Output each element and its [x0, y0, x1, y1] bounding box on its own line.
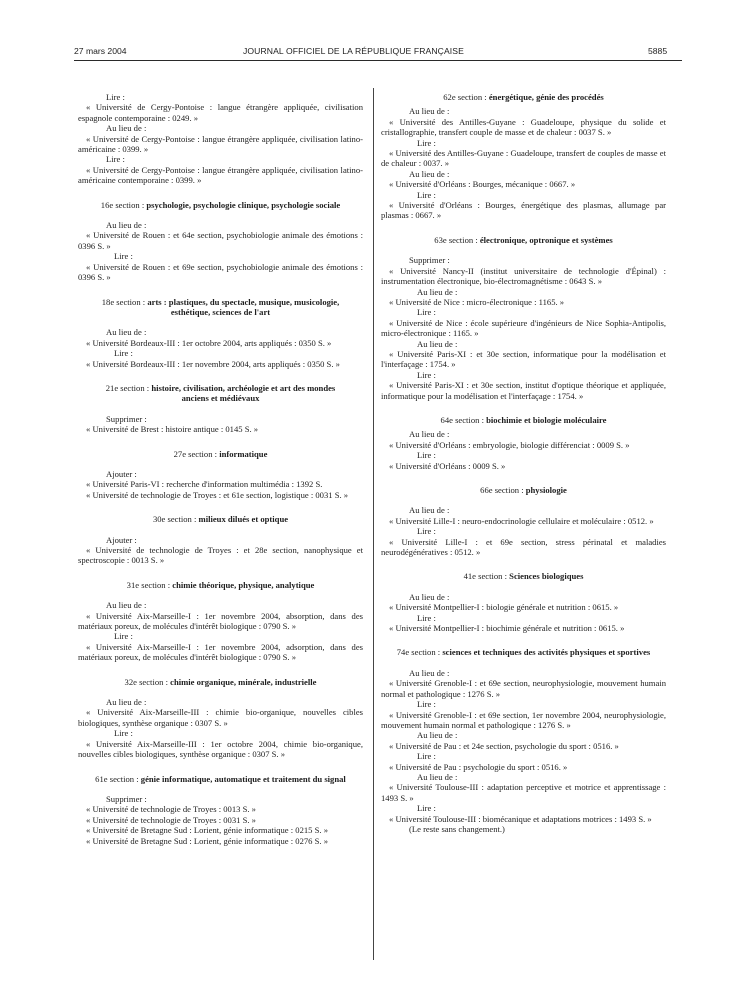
entry: « Université Lille-I : et 69e section, stress périnatal et maladies neurodégénératives : 0512. »: [381, 536, 666, 558]
section-number: 30e section :: [152, 514, 197, 525]
section-number: 16e section :: [100, 199, 145, 210]
entry: « Université de Pau : psychologie du sport : 0516. »: [389, 761, 568, 772]
entry: « Université Paris-XI : et 30e section, institut d'optique théorique et appliquée, informatique pour la modélisation et l'interfaçage : 1754. »: [381, 380, 666, 401]
section-heading: [78, 297, 363, 318]
keyword: Au lieu de :: [409, 505, 450, 516]
closing-note: (Le reste sans changement.): [409, 823, 505, 834]
keyword: Au lieu de :: [106, 697, 147, 708]
section-number: 74e section :: [396, 647, 441, 658]
keyword: Lire :: [106, 154, 125, 165]
keyword: Lire :: [417, 189, 436, 200]
section-heading: [381, 92, 666, 102]
entry: « Université Nancy-II (institut universitaire de technologie d'Épinal) : instrumentation électronique, bio-électromagnétisme : 0643 S. »: [381, 265, 666, 287]
keyword: Lire :: [114, 251, 133, 262]
entry: « Université de Brest : histoire antique : 0145 S. »: [86, 424, 259, 435]
entry: « Université de Pau : et 24e section, psychologie du sport : 0516. »: [389, 740, 619, 751]
keyword: Au lieu de :: [106, 123, 147, 134]
keyword: Au lieu de :: [417, 286, 458, 297]
section-number: 27e section :: [173, 448, 218, 459]
keyword: Au lieu de :: [409, 591, 450, 602]
entry: « Université de Nice : école supérieure d'ingénieurs de Nice Sophia-Antipolis, micro-électronique : 1165. »: [381, 317, 666, 339]
header-journal-title: JOURNAL OFFICIEL DE LA RÉPUBLIQUE FRANÇAISE: [243, 46, 464, 56]
keyword: Au lieu de :: [409, 168, 450, 179]
entry: « Université de Rouen : et 64e section, psychobiologie animale des émotions : 0396 S. »: [78, 230, 363, 251]
section-number: 61e section :: [95, 773, 139, 784]
entry: « Université Grenoble-I : et 69e section, 1er novembre 2004, neurophysiologie, mouvement humain normal et pathologique : 1276 S. »: [381, 709, 666, 730]
section-heading: [78, 677, 363, 687]
entry: « Université Lille-I : neuro-endocrinologie cellulaire et moléculaire : 0512. »: [389, 515, 654, 526]
section-heading: [78, 774, 363, 784]
entry: « Université d'Orléans : Bourges, mécanique : 0667. »: [389, 179, 576, 190]
entry: « Université Paris-VI : recherche d'information multimédia : 1392 S.: [86, 479, 323, 490]
keyword: Au lieu de :: [106, 600, 147, 611]
section-number: 66e section :: [480, 485, 524, 495]
section-heading: [381, 235, 666, 245]
entry: « Université d'Orléans : Bourges, énergétique des plasmas, allumage par plasmas : 0667. »: [381, 200, 666, 221]
keyword: Lire :: [417, 369, 436, 380]
entry: « Université Paris-XI : et 30e section, informatique pour la modélisation et l'interfaçage : 1754. »: [381, 348, 666, 370]
keyword: Lire :: [417, 137, 436, 148]
entry: « Université de technologie de Troyes : et 61e section, logistique : 0031 S. »: [86, 489, 349, 500]
keyword: Lire :: [114, 631, 133, 642]
entry: « Université de Nice : micro-électronique : 1165. »: [389, 296, 565, 307]
entry: « Université de Cergy-Pontoise : langue étrangère appliquée, civilisation latino-américaine contemporaine : 0399. »: [78, 164, 363, 186]
right-column: [381, 92, 666, 834]
keyword: Lire :: [417, 307, 436, 318]
entry: « Université de technologie de Troyes : 0013 S. »: [86, 804, 256, 815]
section-name: chimie organique, minérale, industrielle: [170, 676, 317, 687]
section-name: milieux dilués et optique: [198, 514, 289, 525]
section-name: histoire, civilisation, archéologie et art des mondes anciens et médiévaux: [151, 382, 336, 404]
section-number: 64e section :: [440, 414, 484, 425]
keyword: Supprimer :: [409, 255, 450, 266]
section-name: énergétique, génie des procédés: [488, 92, 604, 102]
entry: « Université Aix-Marseille-I : 1er novembre 2004, absorption, dans des matériaux poreux, de molécules d'intérêt biologique : 0790 S. »: [78, 610, 363, 632]
section-heading: [381, 485, 666, 495]
entry: « Université Aix-Marseille-III : 1er octobre 2004, chimie bio-organique, nouvelles cibles biologiques, synthèse organique : 0307 S. »: [78, 738, 363, 760]
section-number: 31e section :: [126, 579, 171, 590]
section-name: électronique, optronique et systèmes: [479, 234, 613, 245]
section-heading: [381, 571, 666, 581]
keyword: Lire :: [417, 450, 436, 461]
section-name: physiologie: [525, 485, 567, 495]
entry: « Université des Antilles-Guyane : Guadeloupe, transfert de couples de masse et de chaleur : 0037. »: [381, 148, 666, 169]
keyword: Au lieu de :: [409, 667, 450, 678]
entry: « Université de Bretagne Sud : Lorient, génie informatique : 0276 S. »: [86, 835, 329, 846]
section-name: arts : plastiques, du spectacle, musique, musicologie, esthétique, sciences de l'art: [147, 296, 340, 317]
section-name: chimie théorique, physique, analytique: [172, 579, 315, 590]
entry: « Université de Cergy-Pontoise : langue étrangère appliquée, civilisation latino-américaine : 0399. »: [78, 133, 363, 155]
keyword: Supprimer :: [106, 793, 147, 804]
section-number: 21e section :: [105, 382, 150, 393]
keyword: Lire :: [417, 699, 436, 710]
column-divider: [373, 88, 374, 960]
section-heading: [381, 415, 666, 425]
section-name: biochimie et biologie moléculaire: [486, 414, 607, 425]
entry: « Université de Rouen : et 69e section, psychobiologie animale des émotions : 0396 S. »: [78, 261, 363, 283]
keyword: Lire :: [417, 612, 436, 623]
keyword: Lire :: [417, 526, 436, 537]
keyword: Ajouter :: [106, 468, 137, 479]
left-column: [78, 92, 363, 846]
section-name: sciences et techniques des activités physiques et sportives: [442, 647, 651, 658]
keyword: Au lieu de :: [417, 338, 458, 349]
section-number: 18e section :: [101, 296, 146, 307]
header-date: 27 mars 2004: [74, 46, 127, 56]
section-number: 41e section :: [463, 571, 508, 582]
entry: « Université Grenoble-I : et 69e section, neurophysiologie, mouvement humain normal et pathologique : 1276 S. »: [381, 678, 666, 699]
entry: « Université d'Orléans : embryologie, biologie différenciat : 0009 S. »: [389, 439, 630, 450]
entry: « Université de Bretagne Sud : Lorient, génie informatique : 0215 S. »: [86, 825, 329, 836]
section-heading: [78, 200, 363, 210]
section-heading: [78, 383, 363, 404]
section-name: Sciences biologiques: [509, 571, 584, 582]
header-page-number: 5885: [648, 46, 668, 56]
keyword: Au lieu de :: [417, 730, 458, 741]
keyword: Lire :: [106, 92, 125, 102]
entry: « Université des Antilles-Guyane : Guadeloupe, physique du solide et cristallographie, transfert couple de masse et de chaleur : 0037 S. »: [381, 116, 666, 138]
section-heading: [78, 449, 363, 459]
keyword: Au lieu de :: [106, 220, 147, 231]
entry: « Université Toulouse-III : biomécanique et adaptations motrices : 1493 S. »: [389, 813, 652, 824]
entry: « Université de technologie de Troyes : 0031 S. »: [86, 814, 256, 825]
section-heading: [78, 580, 363, 590]
section-number: 62e section :: [443, 92, 487, 102]
entry: « Université Montpellier-I : biologie générale et nutrition : 0615. »: [389, 602, 619, 613]
keyword: Au lieu de :: [417, 771, 458, 782]
entry: « Université Aix-Marseille-I : 1er novembre 2004, adsorption, dans des matériaux poreux, de molécules d'intérêt biologique : 0790 S. »: [78, 641, 363, 663]
keyword: Au lieu de :: [409, 429, 450, 440]
section-heading: [381, 647, 666, 657]
keyword: Lire :: [114, 348, 133, 359]
section-name: informatique: [219, 448, 268, 459]
section-number: 63e section :: [434, 234, 478, 245]
entry: « Université de technologie de Troyes : et 28e section, nanophysique et spectroscopie : 0013 S. »: [78, 545, 363, 566]
keyword: Au lieu de :: [409, 106, 450, 117]
entry: « Université d'Orléans : 0009 S. »: [389, 460, 506, 471]
keyword: Lire :: [417, 803, 436, 814]
section-heading: [78, 514, 363, 524]
keyword: Au lieu de :: [106, 327, 147, 338]
keyword: Lire :: [417, 751, 436, 762]
section-number: 32e section :: [124, 676, 168, 687]
section-name: psychologie, psychologie clinique, psychologie sociale: [146, 199, 341, 210]
entry: « Université Bordeaux-III : 1er octobre 2004, arts appliqués : 0350 S. »: [86, 337, 332, 348]
keyword: Lire :: [114, 728, 133, 739]
keyword: Supprimer :: [106, 413, 147, 424]
entry: « Université de Cergy-Pontoise : langue étrangère appliquée, civilisation espagnole contemporaine : 0249. »: [78, 102, 363, 123]
section-name: génie informatique, automatique et traitement du signal: [140, 773, 346, 784]
entry: « Université Toulouse-III : adaptation perceptive et motrice et apprentissage : 1493 S. »: [381, 782, 666, 803]
entry: « Université Aix-Marseille-III : chimie bio-organique, nouvelles cibles biologiques, synthèse organique : 0307 S. »: [78, 707, 363, 728]
header-rule: [74, 60, 682, 61]
keyword: Ajouter :: [106, 534, 137, 545]
entry: « Université Montpellier-I : biochimie générale et nutrition : 0615. »: [389, 623, 625, 634]
entry: « Université Bordeaux-III : 1er novembre 2004, arts appliqués : 0350 S. »: [86, 358, 340, 369]
